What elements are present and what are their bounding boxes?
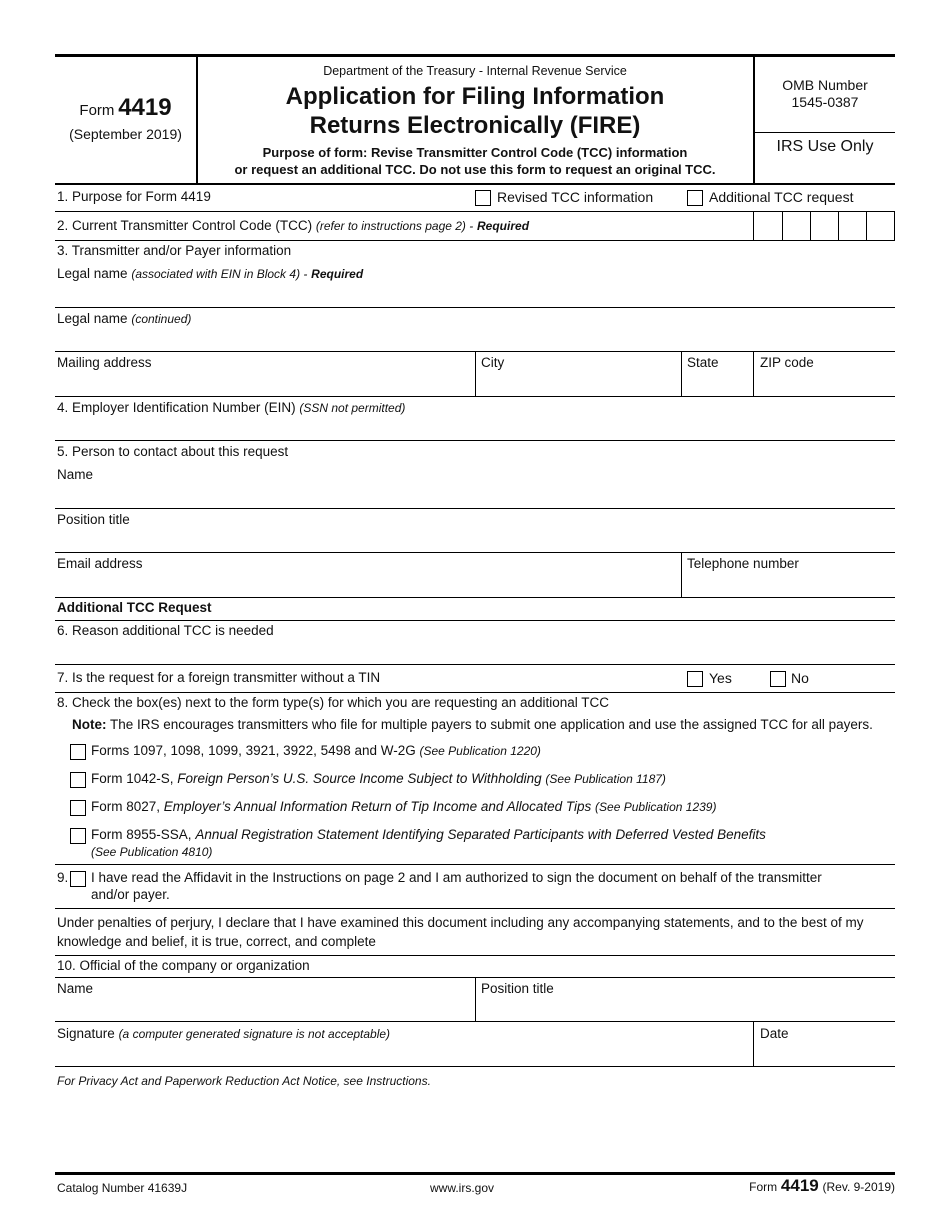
form-purpose — [197, 144, 753, 178]
rule-legal-name — [55, 307, 895, 308]
divider-city — [475, 351, 476, 396]
purpose-line-2: or request an additional TCC. Do not use this form to request an original TCC. — [234, 162, 716, 177]
line8-note — [72, 717, 873, 732]
affidavit-line-2: and/or payer. — [91, 887, 170, 902]
privacy-notice: For Privacy Act and Paperwork Reduction Act Notice, see Instructions. — [57, 1074, 431, 1088]
contact-name-field[interactable] — [55, 485, 895, 507]
tcc-input-boxes[interactable] — [753, 211, 895, 240]
form8955-pub: (See Publication 4810) — [91, 845, 213, 859]
contact-position-field[interactable] — [55, 529, 895, 551]
rule-address — [55, 396, 895, 397]
foreign-no-checkbox[interactable] — [770, 671, 786, 687]
title-line-2: Returns Electronically (FIRE) — [309, 112, 641, 139]
form8955-label — [91, 827, 766, 842]
footer-form-number: 4419 — [780, 1176, 819, 1195]
date-label: Date — [760, 1026, 789, 1041]
line2-required: Required — [477, 219, 530, 233]
line6-label: 6. Reason additional TCC is needed — [57, 623, 274, 638]
signature-label — [57, 1026, 390, 1041]
form8027-label — [91, 799, 716, 814]
form8955-title: Annual Registration Statement Identifying Separated Participants with Deferred Vested Benefits — [195, 827, 766, 842]
email-field[interactable] — [55, 573, 680, 595]
revised-tcc-label: Revised TCC information — [497, 189, 654, 205]
catalog-number: Catalog Number 41639J — [57, 1181, 188, 1195]
header-top-rule — [55, 54, 895, 57]
form1099-pub: (See Publication 1220) — [419, 744, 541, 758]
perjury-line-1: Under penalties of perjury, I declare that I have examined this document including any accompanying statements, and to the best of my — [57, 915, 864, 930]
contact-name-label: Name — [57, 467, 94, 482]
foreign-no-label: No — [791, 670, 809, 686]
date-field[interactable] — [755, 1043, 895, 1065]
form-date: (September 2019) — [69, 126, 182, 142]
rule-official-name — [55, 1021, 895, 1022]
legal-name-cont-note: (continued) — [131, 312, 192, 326]
divider-official-position — [475, 977, 476, 1022]
legal-name-cont-label — [57, 311, 191, 326]
affidavit-checkbox[interactable] — [70, 871, 86, 887]
header-bottom-rule — [55, 183, 895, 185]
rule-line9 — [55, 908, 895, 909]
rule-perjury — [55, 955, 895, 956]
state-label: State — [687, 355, 719, 370]
form1042s-label — [91, 771, 666, 786]
form1099-checkbox[interactable] — [70, 744, 86, 760]
legal-name-note: (associated with EIN in Block 4) - — [131, 267, 308, 281]
rule-signature — [55, 1066, 895, 1067]
line2-note: (refer to instructions page 2) - — [315, 219, 474, 233]
legal-name-field[interactable] — [55, 284, 895, 306]
legal-name-required: Required — [311, 267, 364, 281]
form-title — [197, 82, 753, 140]
official-position-field[interactable] — [477, 998, 895, 1020]
rule-line8 — [55, 864, 895, 865]
footer-revision: (Rev. 9-2019) — [822, 1180, 895, 1194]
title-line-1: Application for Filing Information — [285, 83, 665, 110]
form1042s-checkbox[interactable] — [70, 772, 86, 788]
divider-state — [681, 351, 682, 396]
irs-website[interactable]: www.irs.gov — [430, 1181, 495, 1195]
line5-label: 5. Person to contact about this request — [57, 444, 289, 459]
zip-field[interactable] — [755, 372, 895, 394]
affidavit-line-1: I have read the Affidavit in the Instructions on page 2 and I am authorized to sign the document on behalf of the transmitter — [91, 870, 822, 885]
signature-field[interactable] — [55, 1043, 752, 1065]
divider-telephone — [681, 552, 682, 597]
contact-position-label: Position title — [57, 512, 130, 527]
footer-rule — [55, 1172, 895, 1175]
additional-tcc-label: Additional TCC request — [709, 189, 854, 205]
line4-text: 4. Employer Identification Number (EIN) — [57, 400, 296, 415]
omb-number: 1545-0387 — [791, 94, 859, 110]
footer-form-id — [749, 1176, 895, 1196]
footer-form-word: Form — [749, 1180, 778, 1194]
omb-block — [755, 77, 895, 111]
legal-name-cont-text: Legal name — [57, 311, 128, 326]
line3-label: 3. Transmitter and/or Payer information — [57, 243, 292, 258]
divider-date — [753, 1021, 754, 1067]
rule-email — [55, 597, 895, 598]
line8-label: 8. Check the box(es) next to the form type(s) for which you are requesting an additional TCC — [57, 695, 610, 710]
tcc-box-divider — [838, 211, 839, 240]
purpose-line-1: Purpose of form: Revise Transmitter Control Code (TCC) information — [262, 145, 688, 160]
perjury-line-2: knowledge and belief, it is true, correct, and complete — [57, 934, 376, 949]
telephone-label: Telephone number — [687, 556, 799, 571]
form1042s-text: Form 1042-S, — [91, 771, 174, 786]
line4-note: (SSN not permitted) — [299, 401, 406, 415]
signature-note: (a computer generated signature is not acceptable) — [118, 1027, 391, 1041]
rule-contact-position — [55, 552, 895, 553]
header-divider-right — [753, 56, 755, 184]
line9-number: 9. — [57, 870, 69, 885]
zip-label: ZIP code — [760, 355, 814, 370]
tcc-box-divider — [894, 211, 895, 240]
form8955-text: Form 8955-SSA, — [91, 827, 192, 842]
foreign-yes-label: Yes — [709, 670, 732, 686]
city-label: City — [481, 355, 505, 370]
form-word: Form — [79, 102, 115, 119]
line10-label: 10. Official of the company or organization — [57, 958, 310, 973]
note-text: The IRS encourages transmitters who file for multiple payers to submit one application and use the assigned TCC for all payers. — [110, 717, 873, 732]
form8027-text: Form 8027, — [91, 799, 161, 814]
foreign-yes-checkbox[interactable] — [687, 671, 703, 687]
form8027-pub: (See Publication 1239) — [595, 800, 717, 814]
ein-field[interactable] — [55, 417, 895, 439]
mailing-address-label: Mailing address — [57, 355, 152, 370]
form8027-title: Employer’s Annual Information Return of Tip Income and Allocated Tips — [163, 799, 592, 814]
revised-tcc-checkbox[interactable] — [475, 190, 491, 206]
form1042s-title: Foreign Person’s U.S. Source Income Subject to Withholding — [177, 771, 542, 786]
form-id-block — [55, 94, 196, 142]
form-number: 4419 — [118, 94, 172, 121]
legal-name-text: Legal name — [57, 266, 128, 281]
rule-ein — [55, 440, 895, 441]
additional-tcc-heading: Additional TCC Request — [57, 600, 212, 615]
legal-name-cont-field[interactable] — [55, 328, 895, 350]
rule-line7 — [55, 692, 895, 693]
additional-tcc-checkbox[interactable] — [687, 190, 703, 206]
line7-label: 7. Is the request for a foreign transmitter without a TIN — [57, 670, 381, 685]
city-field[interactable] — [477, 372, 680, 394]
line4-label — [57, 400, 405, 415]
tcc-box-divider — [866, 211, 867, 240]
form8955-checkbox[interactable] — [70, 828, 86, 844]
irs-use-only: IRS Use Only — [776, 138, 874, 155]
agency: Department of the Treasury - Internal Revenue Service — [323, 64, 627, 78]
telephone-field[interactable] — [683, 573, 895, 595]
official-name-field[interactable] — [55, 998, 474, 1020]
rule-additional-heading — [55, 620, 895, 621]
form1099-text: Forms 1097, 1098, 1099, 3921, 3922, 5498 and W-2G — [91, 743, 416, 758]
line2-label — [57, 218, 529, 233]
state-field[interactable] — [683, 372, 752, 394]
form8027-checkbox[interactable] — [70, 800, 86, 816]
rule-line2 — [55, 240, 895, 241]
signature-text: Signature — [57, 1026, 115, 1041]
omb-divider — [755, 132, 895, 133]
line2-text: 2. Current Transmitter Control Code (TCC) — [57, 218, 313, 233]
email-label: Email address — [57, 556, 143, 571]
divider-zip — [753, 351, 754, 396]
official-name-label: Name — [57, 981, 94, 996]
mailing-address-field[interactable] — [55, 372, 474, 394]
form1099-label — [91, 743, 541, 758]
note-bold: Note: — [72, 717, 107, 732]
rule-line6 — [55, 664, 895, 665]
omb-label: OMB Number — [782, 77, 868, 93]
tcc-box-divider — [810, 211, 811, 240]
line1-label: 1. Purpose for Form 4419 — [57, 189, 211, 204]
tcc-box-divider — [782, 211, 783, 240]
form1042s-pub: (See Publication 1187) — [545, 772, 666, 786]
legal-name-label — [57, 266, 363, 281]
official-position-label: Position title — [481, 981, 554, 996]
reason-field[interactable] — [55, 641, 895, 663]
rule-contact-name — [55, 508, 895, 509]
